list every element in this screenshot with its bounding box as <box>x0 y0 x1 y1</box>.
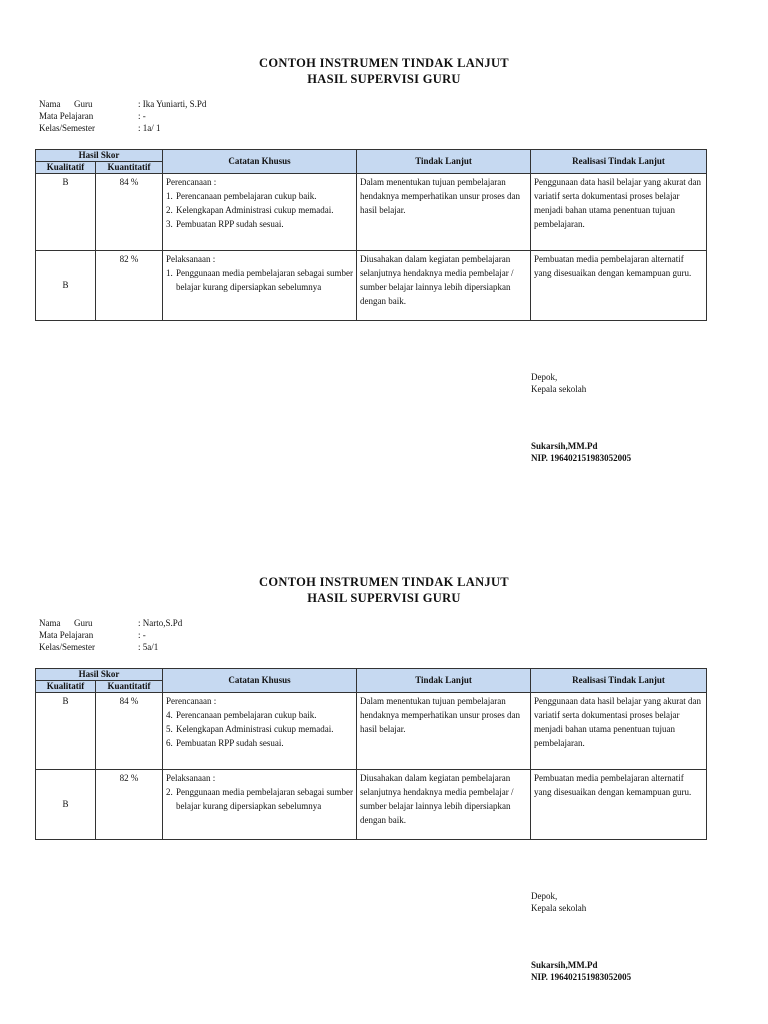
catatan-item-text: Kelengkapan Administrasi cukup memadai. <box>176 724 334 734</box>
tindak-lanjut-cell: Dalam menentukan tujuan pembelajaran hendaknya memperhatikan unsur proses dan hasil belajar. <box>357 693 531 770</box>
catatan-item-text: Perencanaan pembelajaran cukup baik. <box>176 710 317 720</box>
catatan-item <box>166 736 353 750</box>
kualitatif-cell: B <box>36 251 96 321</box>
realisasi-cell: Pembuatan media pembelajaran alternatif yang disesuaikan dengan kemampuan guru. <box>531 770 707 840</box>
header-realisasi: Realisasi Tindak Lanjut <box>531 669 707 693</box>
header-realisasi: Realisasi Tindak Lanjut <box>531 150 707 174</box>
catatan-item-text: Penggunaan media pembelajaran sebagai sumber belajar kurang dipersiapkan sebelumnya <box>176 268 353 292</box>
signature-nip: NIP. 196402151983052005 <box>531 453 632 463</box>
teacher-info <box>39 617 182 653</box>
catatan-item-text: Kelengkapan Administrasi cukup memadai. <box>176 205 334 215</box>
catatan-item <box>166 203 353 217</box>
signature-role: Kepala sekolah <box>531 384 587 394</box>
header-kualitatif: Kualitatif <box>36 681 96 693</box>
catatan-item-number: 1. <box>166 191 173 201</box>
tindak-lanjut-cell: Diusahakan dalam kegiatan pembelajaran selanjutnya hendaknya media pembelajar / sumber belajar lainnya lebih dipersiapkan dengan baik. <box>357 251 531 321</box>
signature-name: Sukarsih,MM.Pd <box>531 441 598 451</box>
kuantitatif-cell: 82 % <box>96 251 163 321</box>
catatan-cell <box>163 251 357 321</box>
document-title <box>0 55 768 87</box>
catatan-title: Pelaksanaan : <box>166 254 216 264</box>
signature-place: Depok, <box>531 372 558 382</box>
catatan-item-number: 2. <box>166 787 173 797</box>
catatan-item <box>166 189 353 203</box>
nama-value: : Ika Yuniarti, S.Pd <box>138 99 207 109</box>
mapel-label: Mata Pelajaran <box>39 630 94 640</box>
catatan-title: Pelaksanaan : <box>166 773 216 783</box>
header-kualitatif: Kualitatif <box>36 162 96 174</box>
supervision-table <box>35 149 707 321</box>
header-kuantitatif: Kuantitatif <box>96 681 163 693</box>
catatan-cell <box>163 174 357 251</box>
signature-role: Kepala sekolah <box>531 903 587 913</box>
tindak-lanjut-cell: Diusahakan dalam kegiatan pembelajaran selanjutnya hendaknya media pembelajar / sumber belajar lainnya lebih dipersiapkan dengan baik. <box>357 770 531 840</box>
teacher-info <box>39 98 206 134</box>
title-line-1: CONTOH INSTRUMEN TINDAK LANJUT <box>259 56 509 70</box>
table-row <box>36 693 707 770</box>
table-row <box>36 770 707 840</box>
nama-value: : Narto,S.Pd <box>138 618 183 628</box>
tindak-lanjut-cell: Dalam menentukan tujuan pembelajaran hendaknya memperhatikan unsur proses dan hasil belajar. <box>357 174 531 251</box>
catatan-item-number: 4. <box>166 710 173 720</box>
title-line-2: HASIL SUPERVISI GURU <box>307 72 461 86</box>
header-catatan: Catatan Khusus <box>163 669 357 693</box>
catatan-item <box>166 708 353 722</box>
header-tindak-lanjut: Tindak Lanjut <box>357 150 531 174</box>
signature-block <box>531 371 631 464</box>
catatan-title: Perencanaan : <box>166 696 217 706</box>
mapel-value: : - <box>138 630 146 640</box>
realisasi-cell: Penggunaan data hasil belajar yang akurat dan variatif serta dokumentasi proses belajar menjadi bahan utama penentuan tujuan pembelajaran. <box>531 174 707 251</box>
kelas-label: Kelas/Semester <box>39 123 95 133</box>
signature-nip: NIP. 196402151983052005 <box>531 972 632 982</box>
header-hasil-skor: Hasil Skor <box>36 669 163 681</box>
catatan-item <box>166 722 353 736</box>
signature-place: Depok, <box>531 891 558 901</box>
catatan-item <box>166 266 353 294</box>
realisasi-cell: Pembuatan media pembelajaran alternatif yang disesuaikan dengan kemampuan guru. <box>531 251 707 321</box>
header-kuantitatif: Kuantitatif <box>96 162 163 174</box>
title-line-1: CONTOH INSTRUMEN TINDAK LANJUT <box>259 575 509 589</box>
catatan-item-number: 5. <box>166 724 173 734</box>
kualitatif-cell: B <box>36 770 96 840</box>
kelas-value: : 5a/1 <box>138 642 159 652</box>
header-catatan: Catatan Khusus <box>163 150 357 174</box>
catatan-title: Perencanaan : <box>166 177 217 187</box>
kelas-value: : 1a/ 1 <box>138 123 161 133</box>
catatan-cell <box>163 693 357 770</box>
title-line-2: HASIL SUPERVISI GURU <box>307 591 461 605</box>
supervision-table <box>35 668 707 840</box>
catatan-cell <box>163 770 357 840</box>
table-row <box>36 251 707 321</box>
catatan-item-text: Pembuatan RPP sudah sesuai. <box>176 738 284 748</box>
kuantitatif-cell: 82 % <box>96 770 163 840</box>
catatan-item-number: 6. <box>166 738 173 748</box>
mapel-value: : - <box>138 111 146 121</box>
catatan-item-number: 3. <box>166 219 173 229</box>
kuantitatif-cell: 84 % <box>96 693 163 770</box>
kualitatif-cell: B <box>36 174 96 251</box>
nama-label: Nama Guru <box>39 618 93 628</box>
kelas-label: Kelas/Semester <box>39 642 95 652</box>
signature-name: Sukarsih,MM.Pd <box>531 960 598 970</box>
catatan-item-text: Perencanaan pembelajaran cukup baik. <box>176 191 317 201</box>
realisasi-cell: Penggunaan data hasil belajar yang akurat dan variatif serta dokumentasi proses belajar menjadi bahan utama penentuan tujuan pembelajaran. <box>531 693 707 770</box>
catatan-item-text: Pembuatan RPP sudah sesuai. <box>176 219 284 229</box>
catatan-item-number: 1. <box>166 268 173 278</box>
catatan-item <box>166 217 353 231</box>
catatan-item <box>166 785 353 813</box>
header-hasil-skor: Hasil Skor <box>36 150 163 162</box>
kuantitatif-cell: 84 % <box>96 174 163 251</box>
document-title <box>0 574 768 606</box>
nama-label: Nama Guru <box>39 99 93 109</box>
signature-block <box>531 890 631 983</box>
table-row <box>36 174 707 251</box>
catatan-item-number: 2. <box>166 205 173 215</box>
mapel-label: Mata Pelajaran <box>39 111 94 121</box>
kualitatif-cell: B <box>36 693 96 770</box>
header-tindak-lanjut: Tindak Lanjut <box>357 669 531 693</box>
catatan-item-text: Penggunaan media pembelajaran sebagai sumber belajar kurang dipersiapkan sebelumnya <box>176 787 353 811</box>
